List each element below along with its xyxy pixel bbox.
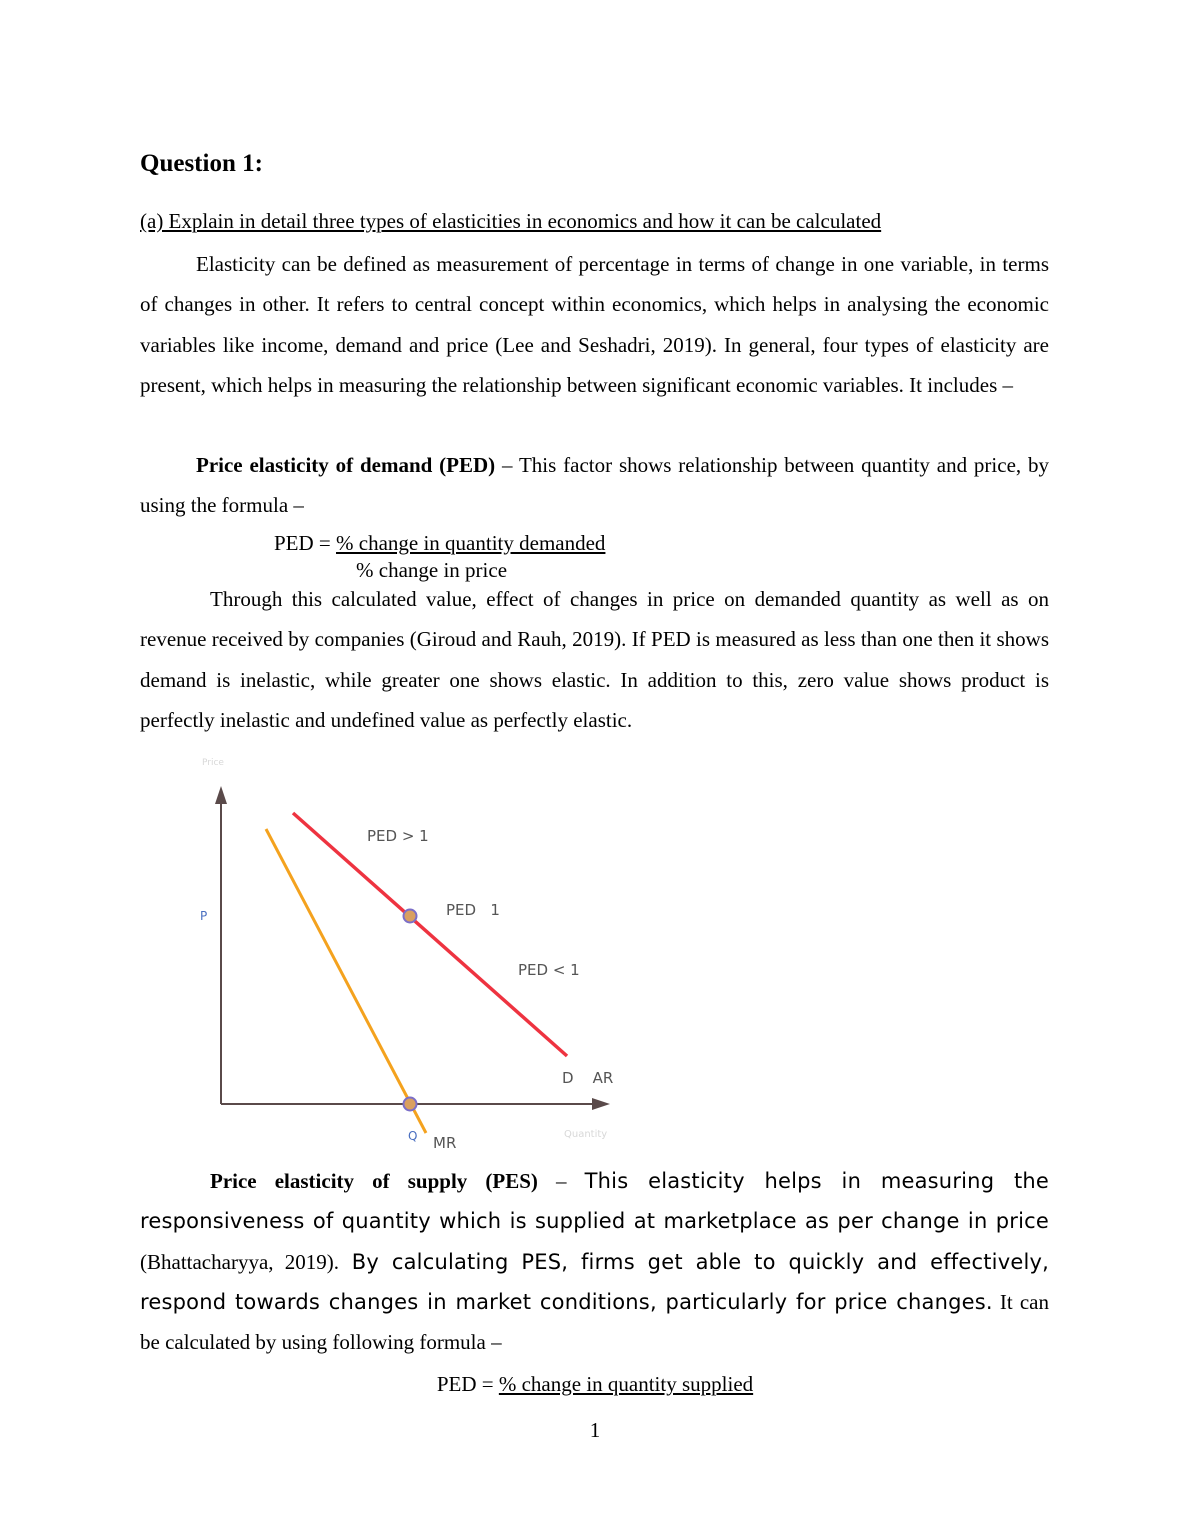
ped-formula-numerator-line [274,531,605,556]
mr-line [266,829,426,1133]
ped-term: Price elasticity of demand (PED) [196,453,496,477]
label-mr: MR [433,1134,457,1152]
label-unit-elastic: PED 1 [446,901,500,919]
mr-zero-point [404,1098,417,1111]
subquestion-title: (a) Explain in detail three types of elasticities in economics and how it can be calculated [140,209,882,233]
ped-diagram [190,748,640,1153]
y-axis-arrow [215,786,227,804]
label-demand-ar: D AR [562,1069,614,1087]
pes-formula [0,1372,1190,1397]
p-label: P [200,909,208,923]
pes-formula-lhs: PED = [436,1372,499,1396]
ped-paragraph [140,445,1049,526]
label-elastic: PED > 1 [367,827,429,845]
pes-paragraph [140,1161,1049,1362]
pes-dash: – [537,1169,585,1193]
page-number: 1 [589,1418,601,1442]
ped-formula-denominator: % change in price [356,558,508,582]
pes-formula-numerator: % change in quantity supplied [498,1372,754,1396]
y-axis-label: Price [202,758,224,768]
ped-formula-lhs: PED = [274,531,337,555]
x-axis-label: Quantity [564,1129,608,1140]
pes-text-3: It can be calculated by using following formula – [140,1289,1049,1355]
pes-term: Price elasticity of supply (PES) [210,1169,538,1193]
ped-explanation-paragraph [140,579,1049,740]
x-axis-arrow [592,1098,610,1110]
pes-text-2: By calculating PES, firms get able to quickly and effectively, respond towards changes in market conditions, particularly for price changes. [140,1249,1049,1314]
ped-explanation-text: Through this calculated value, effect of changes in price on demanded quantity as well as on revenue received by companies (Giroud and Rauh, 2019). If PED is measured as less than one then it shows demand is inelastic, while greater one shows elastic. In addition to this, zero value shows product is perfectly inelastic and undefined value as perfectly elastic. [140,587,1049,732]
demand-ar-line [293,813,567,1056]
pes-citation: (Bhattacharyya, 2019). [140,1249,339,1274]
q-label: Q [408,1129,418,1143]
intro-text: Elasticity can be defined as measurement of percentage in terms of change in one variable, in terms of changes in other. It refers to central concept within economics, which helps in analysing the economic variables like income, demand and price (Lee and Seshadri, 2019). In general, four types of elasticity are present, which helps in measuring the relationship between significant economic variables. It includes – [140,252,1049,397]
ped-description: – This factor shows relationship between quantity and price, by using the formula – [140,453,1049,518]
unit-elastic-point [404,910,417,923]
label-inelastic: PED < 1 [518,961,580,979]
question-heading: Question 1: [140,150,263,177]
ped-formula-numerator: % change in quantity demanded [336,531,606,555]
pes-text-1: This elasticity helps in measuring the responsiveness of quantity which is supplied at marketplace as per change in price [140,1169,1050,1234]
intro-paragraph [140,244,1049,405]
